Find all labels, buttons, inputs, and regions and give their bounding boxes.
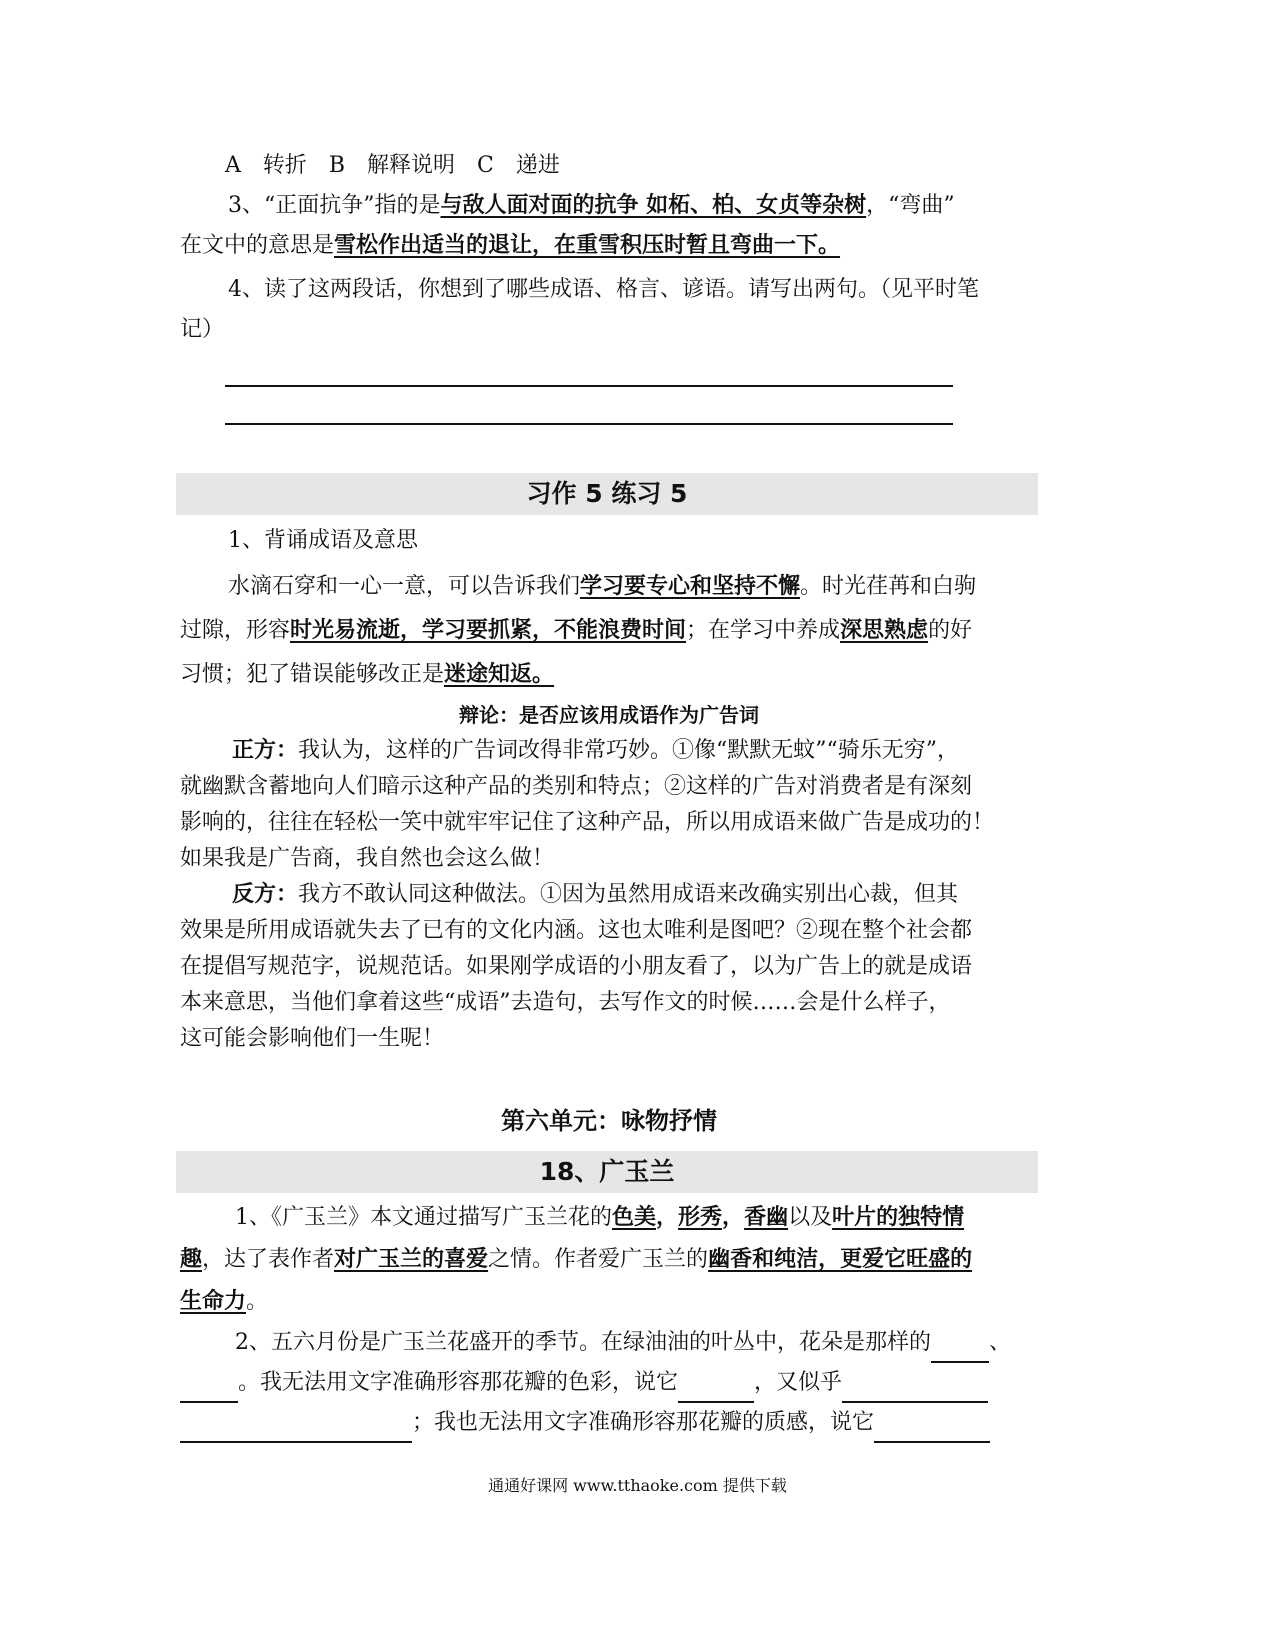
fill-blank-6[interactable] — [874, 1417, 990, 1443]
fill-blank-5[interactable] — [180, 1417, 412, 1443]
recite-title: 1、背诵成语及意思 — [228, 528, 418, 553]
debate-con-line-5: 这可能会影响他们一生呢！ — [180, 1026, 445, 1051]
magnolia-line-3: 生命力。 — [180, 1289, 269, 1314]
debate-con-line-4: 本来意思，当他们拿着这些“成语”去造句，去写作文的时候……会是什么样子， — [180, 990, 951, 1015]
q3-answer-1: 与敌人面对面的抗争 如柘、柏、女贞等杂树 — [440, 193, 867, 218]
debate-pro-line-3: 影响的，往往在轻松一笑中就牢牢记住了这种产品，所以用成语来做广告是成功的！ — [180, 810, 995, 835]
debate-con-line-3: 在提倡写规范字，说规范话。如果刚学成语的小朋友看了，以为广告上的就是成语 — [180, 954, 973, 979]
recite-answer-4: 迷途知返。 — [444, 662, 555, 687]
pro-label: 正方： — [232, 738, 299, 763]
q4-line-1: 4、读了这两段话，你想到了哪些成语、格言、谚语。请写出两句。（见平时笔 — [228, 277, 979, 302]
q4-line-2: 记） — [180, 317, 225, 342]
magnolia-q2-line-1: 2、五六月份是广玉兰花盛开的季节。在绿油油的叶丛中，花朵是那样的 、 — [180, 1323, 1038, 1363]
section-title-magnolia: 18、广玉兰 — [176, 1151, 1038, 1193]
magnolia-line-1: 1、《广玉兰》本文通过描写广玉兰花的色美，形秀，香幽以及叶片的独特情 — [235, 1205, 965, 1230]
fill-blank-3[interactable] — [678, 1377, 754, 1403]
debate-con-line-2: 效果是所用成语就失去了已有的文化内涵。这也太唯利是图吧？②现在整个社会都 — [180, 918, 973, 943]
recite-answer-2: 时光易流逝，学习要抓紧，不能浪费时间 — [290, 618, 687, 643]
magnolia-q2-line-3: ；我也无法用文字准确形容那花瓣的质感，说它 — [180, 1403, 1038, 1443]
document-page — [180, 140, 1038, 1443]
magnolia-line-2: 趣，达了表作者对广玉兰的喜爱之情。作者爱广玉兰的幽香和纯洁，更爱它旺盛的 — [180, 1247, 973, 1272]
fill-blank-1[interactable] — [931, 1337, 989, 1363]
recite-line-2: 过隙，形容时光易流逝，学习要抓紧，不能浪费时间；在学习中养成深思熟虑的好 — [180, 618, 973, 643]
fill-blank-4[interactable] — [842, 1377, 988, 1403]
debate-pro-line-2: 就幽默含蓄地向人们暗示这种产品的类别和特点；②这样的广告对消费者是有深刻 — [180, 774, 973, 799]
q2-options: A 转折 B 解释说明 C 递进 — [225, 153, 560, 178]
magnolia-q2-line-2: 。我无法用文字准确形容那花瓣的色彩，说它 ，又似乎 — [180, 1363, 1038, 1403]
section-title-composition-5: 习作 5 练习 5 — [176, 473, 1038, 515]
debate-pro-line-1: 正方：我认为，这样的广告词改得非常巧妙。①像“默默无蚊”“骑乐无穷”， — [232, 738, 960, 763]
fill-blank-2[interactable] — [180, 1377, 238, 1403]
q3-line-1: 3、“正面抗争”指的是与敌人面对面的抗争 如柘、柏、女贞等杂树，“弯曲” — [228, 193, 955, 218]
debate-con-line-1: 反方：我方不敢认同这种做法。①因为虽然用成语来改确实别出心裁，但其 — [232, 882, 959, 907]
q3-answer-2: 雪松作出适当的退让，在重雪积压时暂且弯曲一下。 — [334, 233, 841, 258]
debate-pro-line-4: 如果我是广告商，我自然也会这么做！ — [180, 846, 555, 871]
con-label: 反方： — [232, 882, 299, 907]
page-footer: 通通好课网 www.tthaoke.com 提供下载 — [488, 1476, 787, 1495]
recite-line-3: 习惯；犯了错误能够改正是迷途知返。 — [180, 662, 555, 687]
unit-title: 第六单元：咏物抒情 — [501, 1107, 717, 1135]
q3-line-2: 在文中的意思是雪松作出适当的退让，在重雪积压时暂且弯曲一下。 — [180, 233, 841, 258]
recite-answer-3: 深思熟虑 — [840, 618, 929, 643]
recite-answer-1: 学习要专心和坚持不懈 — [580, 574, 801, 599]
recite-line-1: 水滴石穿和一心一意，可以告诉我们学习要专心和坚持不懈。时光荏苒和白驹 — [228, 574, 977, 599]
debate-title: 辩论：是否应该用成语作为广告词 — [459, 703, 759, 727]
